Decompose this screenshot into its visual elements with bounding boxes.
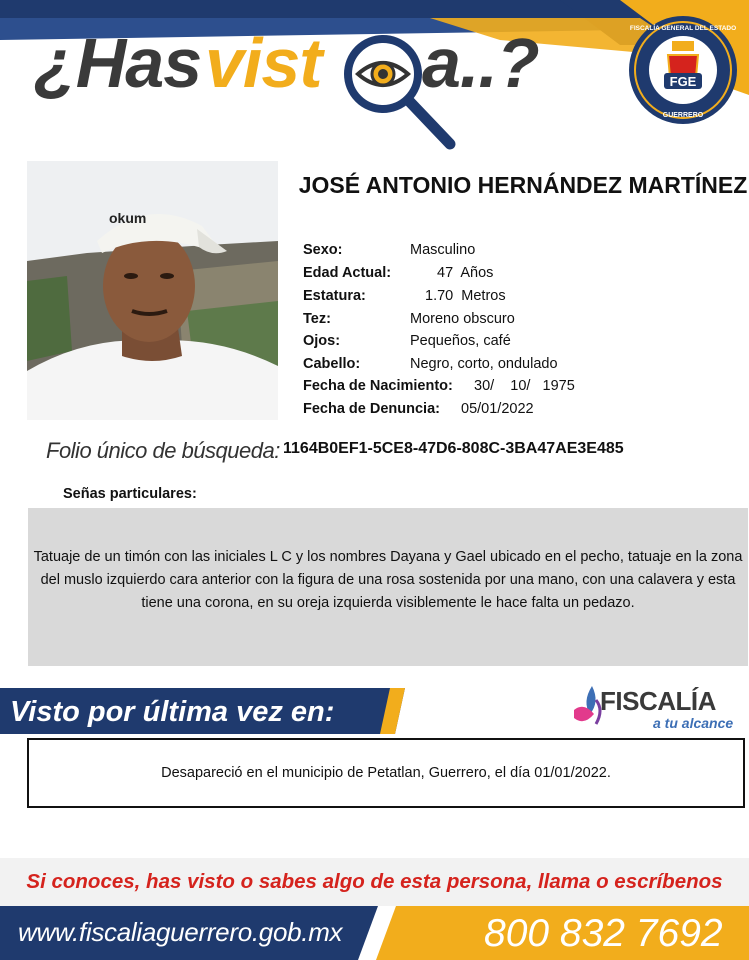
marks-text: Tatuaje de un timón con las iniciales L C y los nombres Dayana y Gael ubicado en el pecho, tatuaje en la zona del muslo izquierdo cara anterior con la figura de una rosa sostenida por una mano, con una calavera y esta tiene una corona, en su oreja izquierda visiblemente le hace falta un pedazo. xyxy=(33,549,743,611)
marks-label: Señas particulares: xyxy=(63,486,197,502)
phone-number[interactable]: 800 832 7692 xyxy=(484,912,723,955)
detail-value-sexo: Masculino xyxy=(410,242,476,258)
cap-text: okum xyxy=(109,210,147,226)
title-vist: vist xyxy=(205,24,322,102)
person-name: JOSÉ ANTONIO HERNÁNDEZ MARTÍNEZ xyxy=(298,172,748,198)
seal-bottom-text: GUERRERO xyxy=(662,112,704,119)
detail-value-nacimiento: 30/ 10/ 1975 xyxy=(474,378,575,394)
title-has: ¿Has xyxy=(34,24,202,102)
detail-value-denuncia: 05/01/2022 xyxy=(461,401,534,417)
detail-label-tez: Tez: xyxy=(303,311,331,327)
detail-value-estatura: 1.70 Metros xyxy=(425,288,506,304)
detail-label-ojos: Ojos: xyxy=(303,333,341,349)
detail-label-nacimiento: Fecha de Nacimiento: xyxy=(303,378,453,394)
detail-label-denuncia: Fecha de Denuncia: xyxy=(303,401,440,417)
detail-label-edad: Edad Actual: xyxy=(303,265,392,281)
folio-label: Folio único de búsqueda: xyxy=(46,438,280,463)
website-link[interactable]: www.fiscaliaguerrero.gob.mx xyxy=(18,917,343,947)
last-seen-detail: Desapareció en el municipio de Petatlan, Guerrero, el día 01/01/2022. xyxy=(161,765,611,781)
last-seen-label: Visto por última vez en: xyxy=(10,696,335,728)
fiscalia-wordmark: FISCALÍA xyxy=(600,686,716,716)
detail-label-cabello: Cabello: xyxy=(303,356,361,372)
detail-value-cabello: Negro, corto, ondulado xyxy=(410,356,558,372)
detail-value-tez: Moreno obscuro xyxy=(410,311,515,327)
title-a: a..? xyxy=(422,24,539,102)
person-photo xyxy=(27,161,278,420)
seal-center-text: FGE xyxy=(669,74,697,89)
call-to-action: Si conoces, has visto o sabes algo de esta persona, llama o escríbenos xyxy=(26,870,723,893)
detail-value-ojos: Pequeños, café xyxy=(410,333,511,349)
detail-value-edad: 47 Años xyxy=(437,265,494,281)
fge-seal-logo xyxy=(628,15,738,125)
folio-value: 1164B0EF1-5CE8-47D6-808C-3BA47AE3E485 xyxy=(283,440,624,457)
detail-label-estatura: Estatura: xyxy=(303,288,366,304)
seal-ring-text: FISCALÍA GENERAL DEL ESTADO xyxy=(629,25,737,32)
fiscalia-tagline: a tu alcance xyxy=(653,715,734,731)
detail-label-sexo: Sexo: xyxy=(303,242,343,258)
